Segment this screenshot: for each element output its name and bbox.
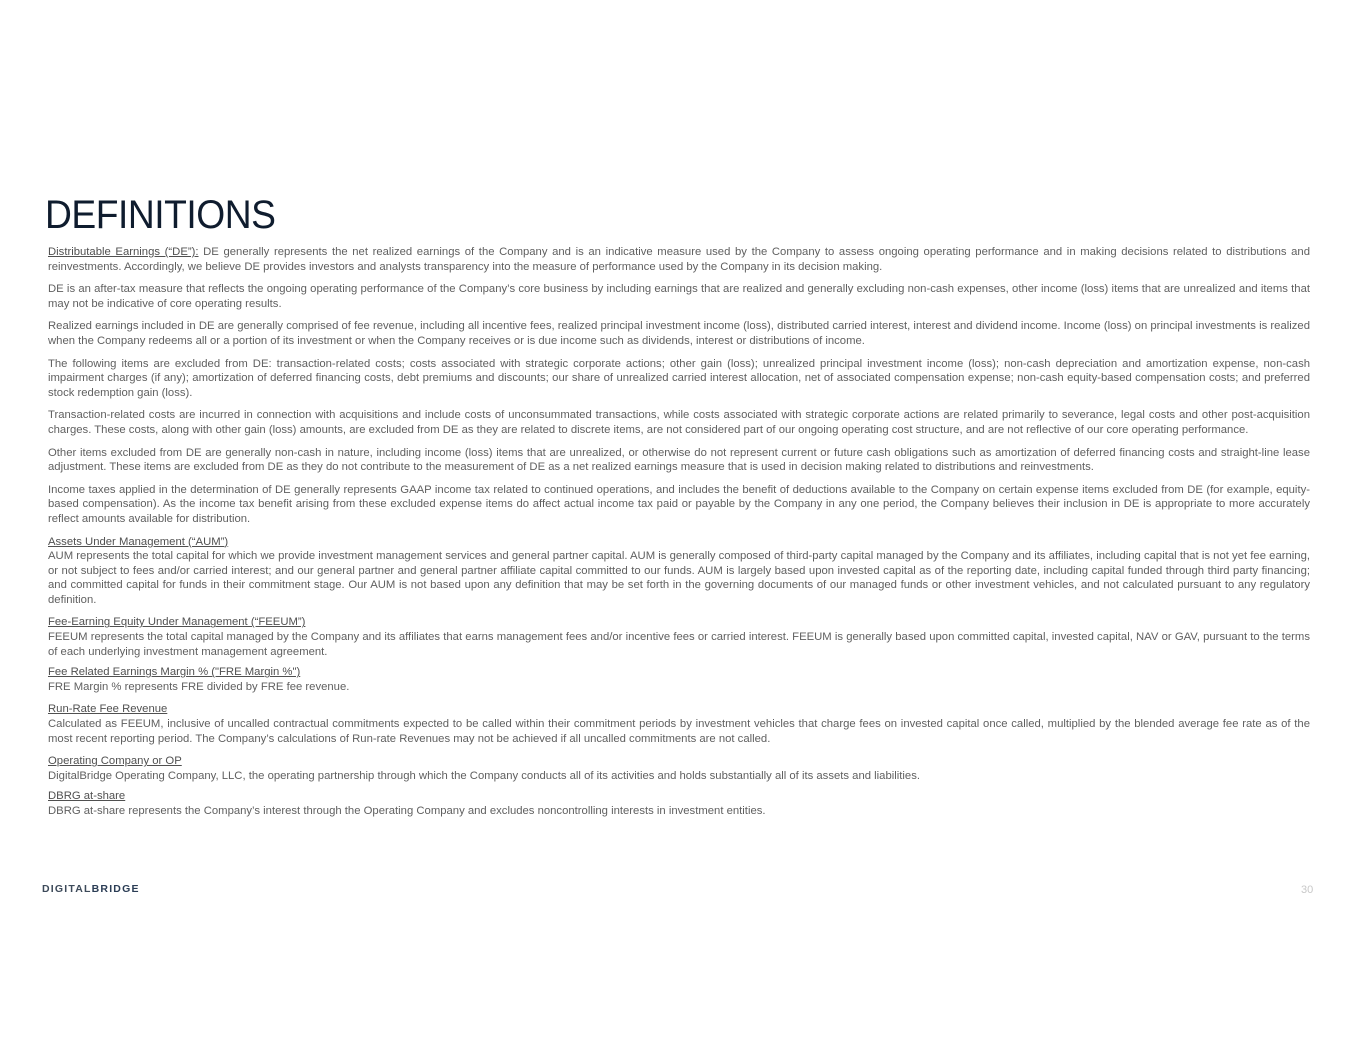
de-paragraph-1 <box>48 245 1310 274</box>
de-paragraph-7: Income taxes applied in the determination of DE generally represents GAAP income tax related to continued operations, and includes the benefit of deductions available to the Company on certain expense items excluded from DE (for example, equity-based compensation). As the income tax benefit arising from these excluded expense items do affect actual income tax paid or payable by the Company in any one period, the Company believes their inclusion in DE is appropriate to more accurately reflect amounts available for distribution. <box>48 483 1310 525</box>
op-heading: Operating Company or OP <box>48 755 182 768</box>
dbrg-heading: DBRG at-share <box>48 790 126 803</box>
de-paragraph-4: The following items are excluded from DE: transaction-related costs; costs associated with strategic corporate actions; other gain (loss); unrealized principal investment income (loss); non-cash depreciation and amortization expense, non-cash impairment charges (if any); amortization of deferred financing costs, debt premiums and discounts; our share of unrealized carried interest allocation, net of associated compensation expense; non-cash equity-based compensation costs; and preferred stock redemption gain (loss). <box>48 357 1310 399</box>
runrate-heading: Run-Rate Fee Revenue <box>48 703 168 716</box>
digitalbridge-logo <box>42 882 140 896</box>
de-term: Distributable Earnings (“DE”): <box>48 246 199 258</box>
feeum-heading: Fee-Earning Equity Under Management (“FEEUM”) <box>48 616 306 629</box>
op-text: DigitalBridge Operating Company, LLC, the operating partnership through which the Company conducts all of its activities and holds substantially all of its assets and liabilities. <box>48 769 921 782</box>
de-paragraph-3: Realized earnings included in DE are generally comprised of fee revenue, including all incentive fees, realized principal investment income (loss), distributed carried interest, interest and dividend income. Income (loss) on principal investments is realized when the Company redeems all or a portion of its investment or when the Company receives or is due income such as dividends, interest or distributions of income. <box>48 320 1310 347</box>
de-paragraph-6: Other items excluded from DE are generally non-cash in nature, including income (loss) items that are unrealized, or otherwise do not represent current or future cash obligations such as amortization of deferred financing costs and straight-line lease adjustment. These items are excluded from DE as they do not contribute to the measurement of DE as a net realized earnings measure that is used in decision making related to distributions and reinvestments. <box>48 446 1310 474</box>
aum-heading: Assets Under Management (“AUM”) <box>48 535 229 548</box>
logo-part-2: BRIDGE <box>91 883 140 895</box>
de-text-1: DE generally represents the net realized earnings of the Company and is an indicative measure used by the Company to assess ongoing operating performance and in making decisions related to distributions and reinvestments. Accordingly, we believe DE provides investors and analysts transparency into the measure of performance used by the Company in its decision making. <box>48 246 1310 273</box>
fre-text: FRE Margin % represents FRE divided by FRE fee revenue. <box>48 680 350 693</box>
logo-part-1: DIGITAL <box>42 883 92 895</box>
dbrg-text: DBRG at-share represents the Company’s interest through the Operating Company and excludes noncontrolling interests in investment entities. <box>48 805 766 817</box>
definitions-body <box>48 245 1310 819</box>
runrate-text: Calculated as FEEUM, inclusive of uncalled contractual commitments expected to be called within their commitment periods by investment vehicles that charge fees on invested capital once called, multiplied by the blended average fee rate as of the most recent reporting period. The Company’s calculations of Run-rate Revenues may not be achieved if all uncalled commitments are not called. <box>48 718 1310 745</box>
page-number: 30 <box>1301 884 1314 896</box>
aum-text: AUM represents the total capital for which we provide investment management services and general partner capital. AUM is generally composed of third-party capital managed by the Company and its affiliates, including capital that is not yet fee earning, or not subject to fees and/or carried interest; and our general partner and general partner affiliate capital committed to our funds. AUM is largely based upon invested capital as of the reporting date, including capital funded through third party financing; and committed capital for funds in their commitment stage. Our AUM is not based upon any definition that may be set forth in the governing documents of our managed funds or other investment vehicles, and not calculated pursuant to any regulatory definition. <box>48 550 1310 606</box>
page-title: DEFINITIONS <box>45 193 276 237</box>
de-paragraph-5: Transaction-related costs are incurred in connection with acquisitions and include costs of unconsummated transactions, while costs associated with strategic corporate actions are related primarily to severance, legal costs and other post-acquisition charges. These costs, along with other gain (loss) amounts, are excluded from DE as they are related to discrete items, are not considered part of our ongoing operating cost structure, and are not reflective of our core operating performance. <box>48 409 1310 436</box>
de-paragraph-2: DE is an after-tax measure that reflects the ongoing operating performance of the Company’s core business by including earnings that are realized and generally excluding non-cash expenses, other income (loss) items that are unrealized and items that may not be indicative of core operating results. <box>48 283 1310 310</box>
feeum-text: FEEUM represents the total capital managed by the Company and its affiliates that earns management fees and/or incentive fees or carried interest. FEEUM is generally based upon committed capital, invested capital, NAV or GAV, pursuant to the terms of each underlying investment management agreement. <box>48 631 1310 658</box>
fre-heading: Fee Related Earnings Margin % ("FRE Margin %") <box>48 666 301 679</box>
